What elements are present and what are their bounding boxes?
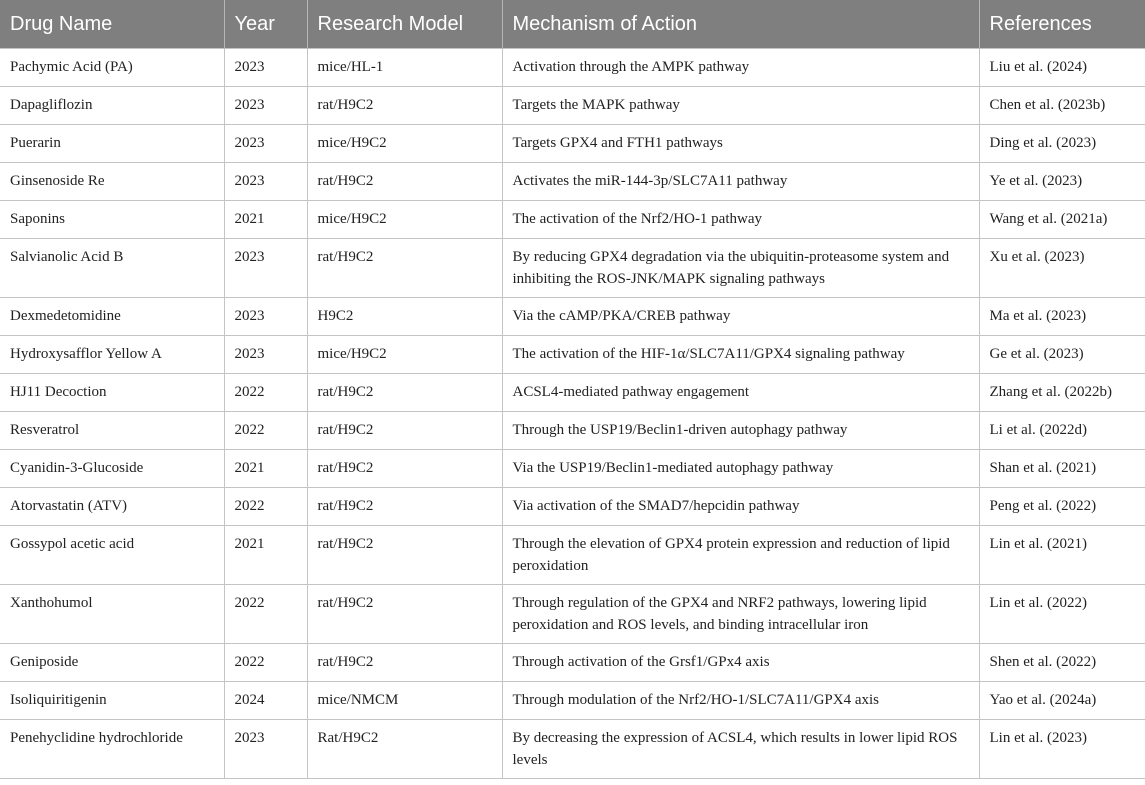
cell-mechanism: ACSL4-mediated pathway engagement xyxy=(502,374,979,412)
cell-model: mice/H9C2 xyxy=(307,125,502,163)
cell-model: rat/H9C2 xyxy=(307,374,502,412)
cell-reference: Ye et al. (2023) xyxy=(979,163,1145,201)
cell-drug: Resveratrol xyxy=(0,412,224,450)
table-row xyxy=(0,125,1145,163)
cell-model: rat/H9C2 xyxy=(307,488,502,526)
table-row xyxy=(0,298,1145,336)
cell-drug: Geniposide xyxy=(0,644,224,682)
cell-mechanism: Activation through the AMPK pathway xyxy=(502,49,979,87)
cell-reference: Ma et al. (2023) xyxy=(979,298,1145,336)
cell-mechanism: Through modulation of the Nrf2/HO-1/SLC7A11/GPX4 axis xyxy=(502,682,979,720)
header-year: Year xyxy=(224,0,307,49)
cell-reference: Liu et al. (2024) xyxy=(979,49,1145,87)
header-research-model: Research Model xyxy=(307,0,502,49)
table-row xyxy=(0,450,1145,488)
cell-drug: Hydroxysafflor Yellow A xyxy=(0,336,224,374)
cell-drug: Penehyclidine hydrochloride xyxy=(0,720,224,779)
cell-drug: Ginsenoside Re xyxy=(0,163,224,201)
table-body xyxy=(0,49,1145,779)
cell-year: 2022 xyxy=(224,644,307,682)
cell-mechanism: Targets GPX4 and FTH1 pathways xyxy=(502,125,979,163)
table-row xyxy=(0,585,1145,644)
cell-mechanism: The activation of the HIF-1α/SLC7A11/GPX4 signaling pathway xyxy=(502,336,979,374)
cell-mechanism: Through the elevation of GPX4 protein expression and reduction of lipid peroxidation xyxy=(502,526,979,585)
cell-reference: Shen et al. (2022) xyxy=(979,644,1145,682)
cell-reference: Chen et al. (2023b) xyxy=(979,87,1145,125)
table-row xyxy=(0,682,1145,720)
cell-year: 2023 xyxy=(224,336,307,374)
header-references: References xyxy=(979,0,1145,49)
cell-model: Rat/H9C2 xyxy=(307,720,502,779)
cell-reference: Lin et al. (2021) xyxy=(979,526,1145,585)
cell-mechanism: By decreasing the expression of ACSL4, which results in lower lipid ROS levels xyxy=(502,720,979,779)
cell-mechanism: The activation of the Nrf2/HO-1 pathway xyxy=(502,201,979,239)
cell-drug: Cyanidin-3-Glucoside xyxy=(0,450,224,488)
cell-reference: Yao et al. (2024a) xyxy=(979,682,1145,720)
cell-drug: Puerarin xyxy=(0,125,224,163)
cell-model: rat/H9C2 xyxy=(307,526,502,585)
cell-drug: Saponins xyxy=(0,201,224,239)
header-mechanism: Mechanism of Action xyxy=(502,0,979,49)
cell-year: 2023 xyxy=(224,87,307,125)
cell-model: rat/H9C2 xyxy=(307,450,502,488)
header-row xyxy=(0,0,1145,49)
cell-mechanism: Activates the miR-144-3p/SLC7A11 pathway xyxy=(502,163,979,201)
cell-year: 2024 xyxy=(224,682,307,720)
cell-reference: Zhang et al. (2022b) xyxy=(979,374,1145,412)
cell-reference: Ding et al. (2023) xyxy=(979,125,1145,163)
table-row xyxy=(0,163,1145,201)
table-row xyxy=(0,239,1145,298)
table-row xyxy=(0,412,1145,450)
cell-year: 2023 xyxy=(224,298,307,336)
cell-drug: Dexmedetomidine xyxy=(0,298,224,336)
cell-year: 2023 xyxy=(224,125,307,163)
cell-year: 2022 xyxy=(224,412,307,450)
cell-year: 2021 xyxy=(224,201,307,239)
cell-drug: Gossypol acetic acid xyxy=(0,526,224,585)
cell-year: 2022 xyxy=(224,374,307,412)
table-row xyxy=(0,488,1145,526)
cell-reference: Ge et al. (2023) xyxy=(979,336,1145,374)
cell-mechanism: Targets the MAPK pathway xyxy=(502,87,979,125)
cell-reference: Peng et al. (2022) xyxy=(979,488,1145,526)
cell-mechanism: Through activation of the Grsf1/GPx4 axis xyxy=(502,644,979,682)
cell-model: rat/H9C2 xyxy=(307,87,502,125)
cell-mechanism: Via the USP19/Beclin1-mediated autophagy pathway xyxy=(502,450,979,488)
cell-mechanism: Via activation of the SMAD7/hepcidin pathway xyxy=(502,488,979,526)
table-row xyxy=(0,336,1145,374)
cell-reference: Li et al. (2022d) xyxy=(979,412,1145,450)
cell-year: 2021 xyxy=(224,450,307,488)
cell-drug: Xanthohumol xyxy=(0,585,224,644)
cell-model: mice/H9C2 xyxy=(307,201,502,239)
cell-drug: Dapagliflozin xyxy=(0,87,224,125)
cell-year: 2022 xyxy=(224,585,307,644)
cell-mechanism: Through the USP19/Beclin1-driven autophagy pathway xyxy=(502,412,979,450)
table-row xyxy=(0,720,1145,779)
cell-drug: Pachymic Acid (PA) xyxy=(0,49,224,87)
cell-mechanism: By reducing GPX4 degradation via the ubiquitin-proteasome system and inhibiting the ROS-JNK/MAPK signaling pathways xyxy=(502,239,979,298)
cell-reference: Shan et al. (2021) xyxy=(979,450,1145,488)
cell-drug: Salvianolic Acid B xyxy=(0,239,224,298)
cell-mechanism: Via the cAMP/PKA/CREB pathway xyxy=(502,298,979,336)
cell-model: H9C2 xyxy=(307,298,502,336)
header-drug-name: Drug Name xyxy=(0,0,224,49)
cell-model: rat/H9C2 xyxy=(307,585,502,644)
table-row xyxy=(0,201,1145,239)
cell-reference: Lin et al. (2022) xyxy=(979,585,1145,644)
cell-model: mice/HL-1 xyxy=(307,49,502,87)
table-row xyxy=(0,644,1145,682)
cell-year: 2023 xyxy=(224,720,307,779)
cell-year: 2021 xyxy=(224,526,307,585)
cell-model: rat/H9C2 xyxy=(307,644,502,682)
cell-model: mice/H9C2 xyxy=(307,336,502,374)
table-row xyxy=(0,526,1145,585)
cell-drug: Isoliquiritigenin xyxy=(0,682,224,720)
cell-model: rat/H9C2 xyxy=(307,239,502,298)
cell-year: 2022 xyxy=(224,488,307,526)
table-row xyxy=(0,87,1145,125)
cell-year: 2023 xyxy=(224,239,307,298)
table-row xyxy=(0,374,1145,412)
cell-reference: Wang et al. (2021a) xyxy=(979,201,1145,239)
cell-model: rat/H9C2 xyxy=(307,163,502,201)
table-header xyxy=(0,0,1145,49)
cell-reference: Xu et al. (2023) xyxy=(979,239,1145,298)
cell-year: 2023 xyxy=(224,49,307,87)
cell-drug: Atorvastatin (ATV) xyxy=(0,488,224,526)
cell-reference: Lin et al. (2023) xyxy=(979,720,1145,779)
cell-model: rat/H9C2 xyxy=(307,412,502,450)
cell-model: mice/NMCM xyxy=(307,682,502,720)
cell-drug: HJ11 Decoction xyxy=(0,374,224,412)
cell-year: 2023 xyxy=(224,163,307,201)
table-row xyxy=(0,49,1145,87)
cell-mechanism: Through regulation of the GPX4 and NRF2 pathways, lowering lipid peroxidation and ROS levels, and binding intracellular iron xyxy=(502,585,979,644)
